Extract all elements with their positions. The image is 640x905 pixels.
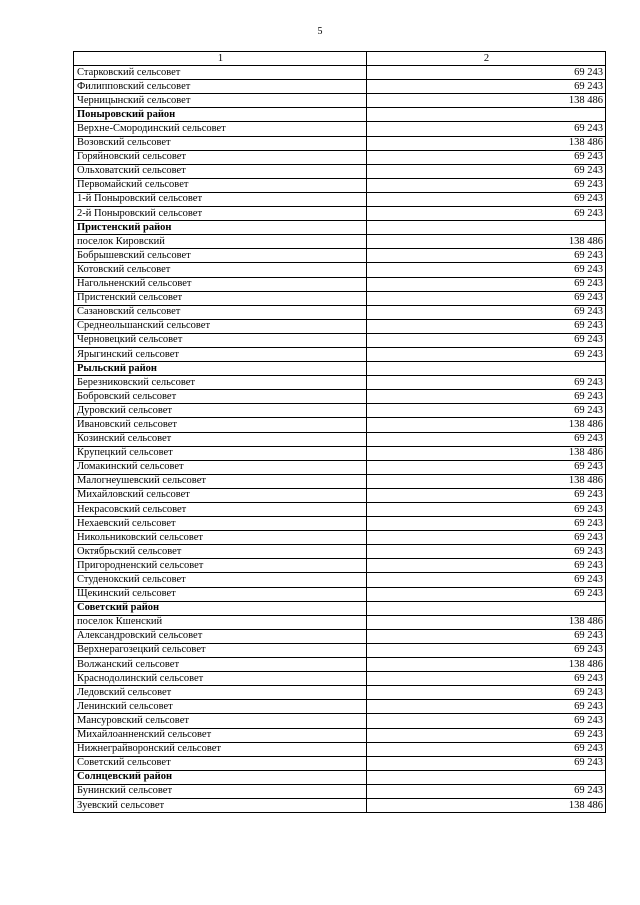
amount-value: 69 243 (367, 488, 606, 502)
table-row (74, 700, 606, 714)
settlement-name: Горяйновский сельсовет (74, 150, 367, 164)
settlement-name: Бунинский сельсовет (74, 784, 367, 798)
table-header-row (74, 52, 606, 66)
amount-value: 69 243 (367, 291, 606, 305)
table-row (74, 756, 606, 770)
settlement-name: Сазановский сельсовет (74, 305, 367, 319)
settlement-name: Березниковский сельсовет (74, 376, 367, 390)
amount-value: 69 243 (367, 347, 606, 361)
amount-value: 69 243 (367, 207, 606, 221)
amount-value: 138 486 (367, 658, 606, 672)
table-row (74, 517, 606, 531)
table-row (74, 94, 606, 108)
amount-value (367, 770, 606, 784)
table-row (74, 192, 606, 206)
table-row (74, 643, 606, 657)
settlement-name: Ледовский сельсовет (74, 686, 367, 700)
section-header-row (74, 362, 606, 376)
amount-value: 69 243 (367, 742, 606, 756)
amount-value: 69 243 (367, 756, 606, 770)
table-row (74, 319, 606, 333)
amount-value: 69 243 (367, 700, 606, 714)
table-body (74, 52, 606, 813)
table-row (74, 80, 606, 94)
settlement-name: Малогнеушевский сельсовет (74, 474, 367, 488)
table-row (74, 404, 606, 418)
table-row (74, 742, 606, 756)
amount-value (367, 108, 606, 122)
amount-value: 138 486 (367, 798, 606, 812)
settlement-name: Первомайский сельсовет (74, 178, 367, 192)
table-row (74, 587, 606, 601)
table-row (74, 291, 606, 305)
table-row (74, 376, 606, 390)
settlement-name: Среднеольшанский сельсовет (74, 319, 367, 333)
settlement-name: Некрасовский сельсовет (74, 503, 367, 517)
settlement-name: поселок Кшенский (74, 615, 367, 629)
table-row (74, 615, 606, 629)
settlement-name: Козинский сельсовет (74, 432, 367, 446)
settlement-name: Ломакинский сельсовет (74, 460, 367, 474)
amount-value: 69 243 (367, 587, 606, 601)
amount-value: 69 243 (367, 249, 606, 263)
settlement-name: Александровский сельсовет (74, 629, 367, 643)
amount-value: 69 243 (367, 305, 606, 319)
amount-value: 138 486 (367, 615, 606, 629)
settlement-name: Никольниковский сельсовет (74, 531, 367, 545)
amount-value: 69 243 (367, 333, 606, 347)
amount-value: 69 243 (367, 672, 606, 686)
table-row (74, 531, 606, 545)
amount-value: 69 243 (367, 404, 606, 418)
allocation-table (73, 51, 606, 813)
section-header-row (74, 770, 606, 784)
table-row (74, 559, 606, 573)
settlement-name: Студенокский сельсовет (74, 573, 367, 587)
settlement-name: Нагольненский сельсовет (74, 277, 367, 291)
amount-value: 138 486 (367, 136, 606, 150)
table-row (74, 672, 606, 686)
amount-value: 69 243 (367, 728, 606, 742)
table-row (74, 714, 606, 728)
settlement-name: Советский сельсовет (74, 756, 367, 770)
table-row (74, 784, 606, 798)
amount-value: 69 243 (367, 517, 606, 531)
amount-value: 69 243 (367, 150, 606, 164)
settlement-name: 1-й Поныровский сельсовет (74, 192, 367, 206)
table-row (74, 418, 606, 432)
amount-value: 138 486 (367, 474, 606, 488)
settlement-name: Старковский сельсовет (74, 66, 367, 80)
column-header-2: 2 (367, 52, 606, 66)
table-row (74, 207, 606, 221)
settlement-name: Нехаевский сельсовет (74, 517, 367, 531)
section-header-row (74, 221, 606, 235)
amount-value: 69 243 (367, 714, 606, 728)
amount-value: 69 243 (367, 164, 606, 178)
amount-value: 138 486 (367, 418, 606, 432)
section-header-row (74, 601, 606, 615)
table-row (74, 629, 606, 643)
district-name: Рыльский район (74, 362, 367, 376)
amount-value: 69 243 (367, 390, 606, 404)
settlement-name: Ольховатский сельсовет (74, 164, 367, 178)
amount-value: 69 243 (367, 531, 606, 545)
settlement-name: Зуевский сельсовет (74, 798, 367, 812)
amount-value: 69 243 (367, 629, 606, 643)
table-row (74, 333, 606, 347)
settlement-name: поселок Кировский (74, 235, 367, 249)
settlement-name: Ярыгинский сельсовет (74, 347, 367, 361)
amount-value: 69 243 (367, 192, 606, 206)
table-row (74, 263, 606, 277)
amount-value: 69 243 (367, 432, 606, 446)
settlement-name: Октябрьский сельсовет (74, 545, 367, 559)
settlement-name: Бобровский сельсовет (74, 390, 367, 404)
district-name: Пристенский район (74, 221, 367, 235)
amount-value: 138 486 (367, 94, 606, 108)
column-header-1: 1 (74, 52, 367, 66)
table-row (74, 66, 606, 80)
table-row (74, 432, 606, 446)
amount-value: 69 243 (367, 178, 606, 192)
table-row (74, 686, 606, 700)
settlement-name: Верхнерагозецкий сельсовет (74, 643, 367, 657)
amount-value: 69 243 (367, 277, 606, 291)
table-row (74, 488, 606, 502)
table-row (74, 347, 606, 361)
table-row (74, 150, 606, 164)
amount-value (367, 221, 606, 235)
amount-value: 69 243 (367, 686, 606, 700)
settlement-name: Черницынский сельсовет (74, 94, 367, 108)
table-row (74, 503, 606, 517)
settlement-name: Бобрышевский сельсовет (74, 249, 367, 263)
table-row (74, 798, 606, 812)
table-row (74, 235, 606, 249)
district-name: Солнцевский район (74, 770, 367, 784)
district-name: Поныровский район (74, 108, 367, 122)
table-row (74, 474, 606, 488)
amount-value: 69 243 (367, 376, 606, 390)
amount-value: 138 486 (367, 235, 606, 249)
table-row (74, 658, 606, 672)
settlement-name: Возовский сельсовет (74, 136, 367, 150)
table-row (74, 728, 606, 742)
amount-value: 69 243 (367, 503, 606, 517)
table-row (74, 573, 606, 587)
table-row (74, 164, 606, 178)
district-name: Советский район (74, 601, 367, 615)
amount-value: 69 243 (367, 559, 606, 573)
table-row (74, 136, 606, 150)
amount-value: 69 243 (367, 643, 606, 657)
page-number: 5 (317, 26, 323, 37)
table-row (74, 178, 606, 192)
table-row (74, 390, 606, 404)
amount-value: 69 243 (367, 460, 606, 474)
table-row (74, 446, 606, 460)
settlement-name: Дуровский сельсовет (74, 404, 367, 418)
table-row (74, 545, 606, 559)
amount-value: 69 243 (367, 545, 606, 559)
settlement-name: Михайловский сельсовет (74, 488, 367, 502)
settlement-name: Филипповский сельсовет (74, 80, 367, 94)
settlement-name: Щекинский сельсовет (74, 587, 367, 601)
settlement-name: Пригородненский сельсовет (74, 559, 367, 573)
amount-value: 69 243 (367, 319, 606, 333)
settlement-name: Михайлоанненский сельсовет (74, 728, 367, 742)
table-row (74, 460, 606, 474)
amount-value: 69 243 (367, 263, 606, 277)
settlement-name: Волжанский сельсовет (74, 658, 367, 672)
settlement-name: Крупецкий сельсовет (74, 446, 367, 460)
amount-value: 69 243 (367, 784, 606, 798)
settlement-name: Пристенский сельсовет (74, 291, 367, 305)
amount-value (367, 362, 606, 376)
section-header-row (74, 108, 606, 122)
settlement-name: Верхне-Смородинский сельсовет (74, 122, 367, 136)
amount-value: 138 486 (367, 446, 606, 460)
settlement-name: Котовский сельсовет (74, 263, 367, 277)
amount-value (367, 601, 606, 615)
settlement-name: 2-й Поныровский сельсовет (74, 207, 367, 221)
table-row (74, 305, 606, 319)
table-row (74, 277, 606, 291)
amount-value: 69 243 (367, 573, 606, 587)
settlement-name: Черновецкий сельсовет (74, 333, 367, 347)
settlement-name: Нижнеграйворонский сельсовет (74, 742, 367, 756)
settlement-name: Ивановский сельсовет (74, 418, 367, 432)
settlement-name: Мансуровский сельсовет (74, 714, 367, 728)
amount-value: 69 243 (367, 80, 606, 94)
table-row (74, 249, 606, 263)
amount-value: 69 243 (367, 122, 606, 136)
amount-value: 69 243 (367, 66, 606, 80)
settlement-name: Краснодолинский сельсовет (74, 672, 367, 686)
settlement-name: Ленинский сельсовет (74, 700, 367, 714)
table-row (74, 122, 606, 136)
